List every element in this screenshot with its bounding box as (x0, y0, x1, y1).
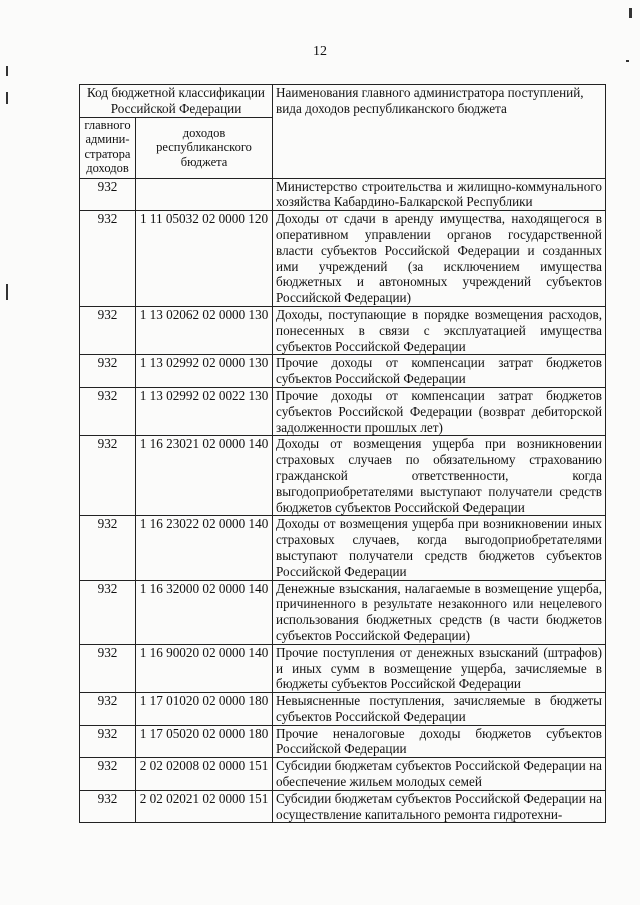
admin-code-cell: 932 (80, 758, 136, 791)
admin-code-cell: 932 (80, 725, 136, 758)
admin-code-cell: 932 (80, 178, 136, 211)
budget-code-cell: 1 16 90020 02 0000 140 (136, 644, 273, 692)
revenue-name-cell: Субсидии бюджетам субъектов Российской Федерации на обеспечение жильем молодых семей (273, 758, 606, 791)
admin-code-cell: 932 (80, 516, 136, 580)
table-row (80, 355, 606, 388)
page-number: 12 (313, 44, 327, 59)
scan-mark (6, 284, 8, 300)
table-row (80, 306, 606, 354)
table-row (80, 580, 606, 644)
name-column-header: Наименования главного администратора поступлений, вида доходов республиканского бюджета (273, 85, 606, 179)
revenue-name-cell: Невыясненные поступления, зачисляемые в бюджеты субъектов Российской Федерации (273, 693, 606, 726)
scan-mark (6, 66, 8, 76)
revenue-name-cell: Субсидии бюджетам субъектов Российской Федерации на осуществление капитального ремонта гидротехни- (273, 790, 606, 823)
admin-code-cell: 932 (80, 790, 136, 823)
budget-code-cell: 2 02 02008 02 0000 151 (136, 758, 273, 791)
table-row (80, 758, 606, 791)
admin-code-cell: 932 (80, 387, 136, 435)
revenue-name-cell: Прочие поступления от денежных взысканий (штрафов) и иных сумм в возмещение ущерба, зачисляемые в бюджеты субъектов Российской Федерации (273, 644, 606, 692)
table-row (80, 436, 606, 516)
revenue-name-cell: Доходы от возмещения ущерба при возникновении страховых случаев по обязательному страхованию гражданской ответственности, когда выгодоприобретателями выступают получатели средств бюджетов субъектов Российской Федерации (273, 436, 606, 516)
budget-classification-table (79, 84, 606, 823)
budget-code-cell: 1 17 01020 02 0000 180 (136, 693, 273, 726)
budget-code-cell: 1 11 05032 02 0000 120 (136, 211, 273, 307)
admin-code-cell: 932 (80, 693, 136, 726)
revenue-name-cell: Прочие доходы от компенсации затрат бюджетов субъектов Российской Федерации (возврат дебиторской задолженности прошлых лет) (273, 387, 606, 435)
budget-code-cell: 2 02 02021 02 0000 151 (136, 790, 273, 823)
code-group-header: Код бюджетной классификации Российской Федерации (80, 85, 273, 118)
table-row (80, 693, 606, 726)
revenue-name-cell: Прочие неналоговые доходы бюджетов субъектов Российской Федерации (273, 725, 606, 758)
revenue-name-cell: Прочие доходы от компенсации затрат бюджетов субъектов Российской Федерации (273, 355, 606, 388)
budget-code-cell: 1 16 23022 02 0000 140 (136, 516, 273, 580)
table-row (80, 211, 606, 307)
budget-code-cell (136, 178, 273, 211)
budget-code-cell: 1 13 02062 02 0000 130 (136, 306, 273, 354)
revenue-name-cell: Денежные взыскания, налагаемые в возмещение ущерба, причиненного в результате незаконного или нецелевого использования бюджетных средств (в части бюджетов субъектов Российской Федерации) (273, 580, 606, 644)
admin-code-cell: 932 (80, 436, 136, 516)
budget-code-cell: 1 16 32000 02 0000 140 (136, 580, 273, 644)
table-row (80, 790, 606, 823)
scan-mark (626, 60, 629, 62)
admin-code-cell: 932 (80, 355, 136, 388)
revenue-name-cell: Доходы, поступающие в порядке возмещения расходов, понесенных в связи с эксплуатацией имущества субъектов Российской Федерации (273, 306, 606, 354)
admin-code-cell: 932 (80, 306, 136, 354)
table-row (80, 725, 606, 758)
scan-mark (6, 92, 8, 104)
budget-code-cell: 1 13 02992 02 0000 130 (136, 355, 273, 388)
budget-code-cell: 1 16 23021 02 0000 140 (136, 436, 273, 516)
revenue-name-cell: Доходы от сдачи в аренду имущества, находящегося в оперативном управлении органов государственной власти субъектов Российской Федерации и созданных ими учреждений (за исключением имущества бюджетных и автономных учреждений субъектов Российской Федерации) (273, 211, 606, 307)
revenue-name-cell: Министерство строительства и жилищно-коммунального хозяйства Кабардино-Балкарской Республики (273, 178, 606, 211)
table-row (80, 644, 606, 692)
table-row (80, 178, 606, 211)
admin-code-cell: 932 (80, 211, 136, 307)
table-row (80, 516, 606, 580)
revenue-name-cell: Доходы от возмещения ущерба при возникновении иных страховых случаев, когда выгодоприобретателями выступают получатели средств бюджетов субъектов Российской Федерации (273, 516, 606, 580)
admin-column-header: главного админи-стратора доходов (80, 117, 136, 178)
budget-code-cell: 1 13 02992 02 0022 130 (136, 387, 273, 435)
admin-code-cell: 932 (80, 644, 136, 692)
admin-code-cell: 932 (80, 580, 136, 644)
budget-code-cell: 1 17 05020 02 0000 180 (136, 725, 273, 758)
scan-mark (629, 8, 632, 18)
table-row (80, 387, 606, 435)
income-column-header: доходов республиканского бюджета (136, 117, 273, 178)
